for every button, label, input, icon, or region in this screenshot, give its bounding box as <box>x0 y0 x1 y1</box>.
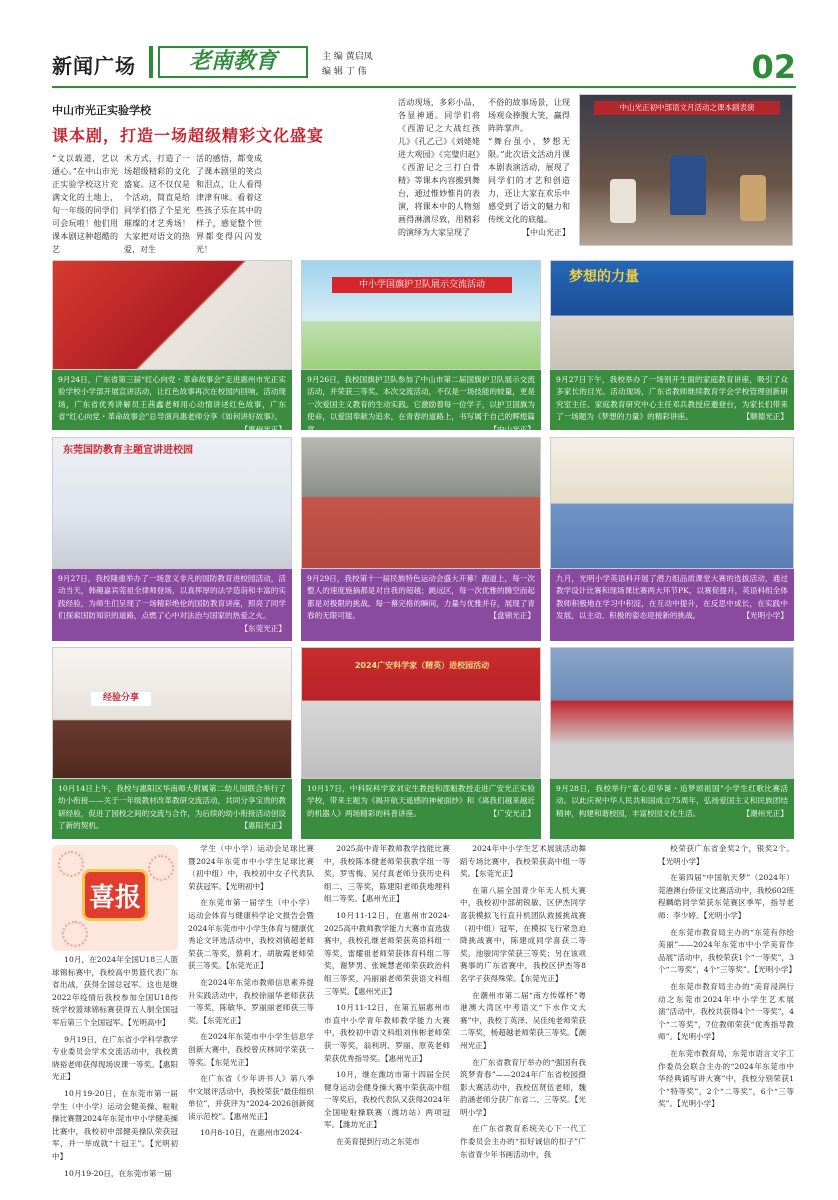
article-headline: 课本剧，打造一场超级精彩文化盛宴 <box>52 126 325 145</box>
caption-source: 【顺德光正】 <box>742 412 788 422</box>
news-column-4 <box>460 843 586 1183</box>
photo-9 <box>550 647 794 779</box>
article-col-4: 活动现场，多彩小品，各显神通。同学们将《西游记之大战红孩儿》《孔乙己》《刘姥姥进大观园》《完璧归赵》《西游记之三打白骨精》等课本内容搬到舞台，通过惟妙惟肖的表演，将课本中的人物刻画得淋漓尽致，用精彩的演绎为大家呈现了 <box>398 98 480 237</box>
photo-7 <box>52 647 292 779</box>
news-item: 在美育提到行动之东莞市 <box>336 1137 420 1147</box>
news-item: 在第四届“中国航天梦”（2024年）莞港澳台侨征文比赛活动中，我校602班程麟皓同学荣获东莞赛区季军，指导老师：李少婷。【光明小学】 <box>658 873 794 920</box>
caption-source: 【光明小学】 <box>742 611 788 621</box>
caption-8 <box>301 779 541 839</box>
news-item: 10月11-12日，在第五届惠州市市直中小学青年教师教学能力大赛中，我校初中语文科组刘伟彬老师荣获一等奖，翁利玥、罗丽、原英老师荣获优秀指导奖。【惠州光正】 <box>324 1003 450 1063</box>
caption-source: 【东莞光正】 <box>240 623 286 633</box>
news-item: 在第八届全国青少年无人机大赛中，我校初中部胡锐敏、区伊杰同学喜获模拟飞行直升机团队救援挑战赛（初中组）冠军，在模拟飞行紧急迫降挑战赛中，陈建成同学喜获二等奖，池骏同学荣获三等奖；另在该项赛事的广东省赛中，我校区伊杰等8名学子获得殊荣。【东莞光正】 <box>460 885 586 983</box>
caption-9 <box>550 779 794 839</box>
article-col-5 <box>488 96 570 246</box>
caption-text: 9月28日，我校举行“童心迎华诞・追梦颂祖国”小学生红歌比赛活动。以此庆祝中华人民共和国成立75周年，弘扬爱国主义和民族团结精神，构建和谐校园，丰富校园文化生活。 <box>556 784 788 818</box>
caption-text: 9月29日，我校第十一届民族特色运动会盛大开幕！跑道上，每一次整人的速度施摘都是对自我的超越；跳远区，每一次优雅的腾空而起都是对极限的挑战。每一幕完格的瞬间，力量与优雅并存，展现了青春的无限可能。 <box>307 574 535 621</box>
caption-text: 九月，光明小学英语科开展了潜力组品质课堂大赛的选拔活动，通过教学设计比赛和现场课比赛两大环节PK，以赛促提升，英语科组全体教师积极地在学习中积淀，在互动中提升，在反思中成长，在实践中发展，以主动、积极的姿态迎接新的挑战。 <box>556 574 788 621</box>
news-item: 在东莞市教育局主办的“美育浸润行动之东莞市2024年中小学生艺术展演”活动中，我校共获得4个“一等奖”，4个“二等奖”，7位教师荣获“优秀指导教师”。【光明小学】 <box>658 981 794 1042</box>
news-item: 校荣获广东省金奖2个，银奖2个。【光明小学】 <box>658 844 794 866</box>
news-item: 在2024年东莞市中小学生信息学创新大赛中，我校曾庆林同学荣获一等奖。【东莞光正】 <box>188 1032 314 1067</box>
title-divider <box>149 46 153 78</box>
news-item: 10月11-12日，在惠州市2024-2025高中教师教学能力大赛市直选拔赛中，我校孔继老师荣获英语科组一等奖，雷耀祖老师荣获体育科组二等奖，谢梦男、张婉慧老师荣获政治科组三等奖，冯丽丽老师荣获语文科组三等奖。【惠州光正】 <box>324 910 450 996</box>
article-col-2: 术方式，打造了一场超级精彩的文化盛宴。这不仅仅是个活动，简直是给同学们搭了个星光璀璨的才艺秀场！大家把对语文的热爱，对生 <box>124 154 190 254</box>
news-item: 2025高中青年教师教学技能比赛中，我校陈本健老师荣获教学组一等奖，罗雪梅、吴付真老师分获历史科组二、三等奖，陈建阳老师获地理科组二等奖。【惠州光正】 <box>324 844 450 904</box>
photo-banner: 东莞国防教育主题宣讲进校园 <box>63 445 193 456</box>
photo-banner: 中小学国旗护卫队展示交流活动 <box>332 277 512 293</box>
news-item: 10月8-10日，在惠州市2024- <box>200 1128 302 1138</box>
caption-7 <box>52 779 292 839</box>
news-item: 在东莞市教育局主办的“东莞有你绘美丽”——2024年东莞市中小学美育作品展”活动中，我校荣获1个“一等奖”，3个“二等奖”，4个“三等奖”。【光明小学】 <box>658 927 797 975</box>
photo-1 <box>52 260 292 370</box>
chief-editor: 主 编 黄启凤 <box>322 52 373 62</box>
caption-3 <box>550 370 794 430</box>
caption-source: 【广安光正】 <box>489 808 535 818</box>
news-item: 10月19-20日，在东莞市第一届学生（中小学）运动会健美操、啦啦操比赛暨2024年东莞市中小学健美操比赛中，我校初中部健美操队荣获冠军，并一举成就“十冠王”。【光明初中】 <box>52 1088 178 1161</box>
news-item: 2024年中小学生艺术展演活动舞蹈专场比赛中，我校荣获高中组一等奖。【东莞光正】 <box>460 844 586 879</box>
news-column-3 <box>324 843 450 1183</box>
caption-6 <box>550 569 794 641</box>
photo-2 <box>301 260 541 370</box>
photo-8 <box>301 647 541 779</box>
caption-text: 9月27日下午，我校举办了一场别开生面的家庭教育讲座，吸引了众多家长的目光。活动现场，广东省教师继续教育学会学校管理创新研究室主任、家庭教育研究中心主任邓兵教授应邀登台，为家长们带来了一场题为《梦想的力量》的精彩讲座。 <box>556 375 788 422</box>
news-item: 在潮州市第二届“南方传媒杯”粤港澳大湾区中考语文“下水作文大赛”中，我校丁英泽、吴佳纯老师荣获二等奖，杨超越老师荣获三等奖。【潮州光正】 <box>460 990 586 1050</box>
caption-1 <box>52 370 292 434</box>
caption-source: 【惠州光正】 <box>240 424 286 434</box>
article-source: 【中山光正】 <box>522 228 570 237</box>
caption-text: 9月27日，我校隆重举办了一场意义非凡的国防教育进校园活动，活动当天，韩趣嘉宾莞祖全律师登场，以真挥厚的法学造诣和丰富的实践经验，为师生们呈现了一场精彩绝伦的国防教育讲座，照亮了同学们探索国防知识的道路，点燃了心中对法治与国家的热爱之火。 <box>58 574 286 621</box>
news-item: 9月19日，在广东省小学科学教学专业委员会学术交流活动中，我校黄晓裕老师获得现场说课一等奖。【惠阳光正】 <box>52 1034 178 1082</box>
caption-source: 【惠阳光正】 <box>240 821 286 831</box>
article-col-5b: “舞台虽小，梦想无限。”此次语文活动月课本剧表演活动，展现了同学们的才艺和创造力，还让大家在欢乐中感受到了语文的魅力和传统文化的底蕴。 <box>488 137 570 224</box>
firework-icon <box>58 851 84 877</box>
news-item: 10月，继在潍坊市第十四届全民健身运动会健身操大赛中荣获高中组一等奖后，我校代表队又获得2024年全国啦啦操联赛（潍坊站）两项冠军。【潍坊光正】 <box>324 1070 450 1130</box>
photo-6 <box>550 437 794 569</box>
photo-banner: 梦想的力量 <box>569 269 639 285</box>
section-title: 新闻广场 <box>52 54 136 78</box>
article-col-3: 活的感悟，都变成了课本剧里的笑点和泪点，让人看得津津有味。看着这些孩子乐在其中的样子，感觉整个世界都变得闪闪发光！ <box>196 154 262 254</box>
article-col-1: “文以载道，艺以通心。”在中山市光正实验学校这片充满文化的土地上，旬一年级的同学们可会玩啦！他们用课本剧这种超酷的艺 <box>52 154 118 254</box>
caption-text: 9月24日，广东省第三届“红心向党・革命故事会”走进惠州市光正实验学校小学部开展宣讲活动，让红色故事再次在校园内回响。活动现场，广东省优秀讲解员王茜鑫老师用心动情讲述红色故事，广东省“红心向党・革命故事会”总导演肖惠老师分享《如何讲好故事》。 <box>58 375 286 422</box>
caption-text: 10月14日上午，我校与惠阳区华南师大附属第二幼儿园联合举行了幼小衔接——关于一年级教材改革教研交流活动，共同分享宝贵的教研经验，促进了园校之间的交流与合作，为后续的幼小衔接活动创设了新的契机。 <box>58 784 286 831</box>
news-item: 在广东省《少年讲书人》第八季中文展评活动中，我校荣获“最佳组织单位”，并获评为“2024-2026创新阅读示范校”。【惠州光正】 <box>188 1074 314 1121</box>
article-photo <box>579 94 793 246</box>
news-item: 10月，在2024年全国U18三人篮球锦标赛中，我校高中男篮代表广东省出战，获得全国总冠军。这也是继2022年疫情后我校参加全国U18传统学校篮球锦标赛获得五人制全国冠军后第三个全国冠军。【光明高中】 <box>52 955 178 1027</box>
caption-2 <box>301 370 541 434</box>
performer-figure <box>670 155 706 215</box>
caption-source: 【潮州光正】 <box>742 808 788 818</box>
firework-icon <box>148 855 174 881</box>
news-item: 在广东省教育系统关心下一代工作委员会主办的“扣好诚信的扣子”广东省青少年书画活动中，我 <box>460 1124 586 1159</box>
photo-banner: 2024广安科学家（精英）进校园活动 <box>354 661 490 670</box>
photo-4 <box>52 437 292 569</box>
caption-4 <box>52 569 292 641</box>
news-item: 学生（中小学）运动会足球比赛暨2024年东莞市中小学生足球比赛（初中组）中，我校初中女子代表队荣获冠军。【光明初中】 <box>188 844 314 891</box>
caption-text: 10月17日，中科院科学家刘定生教授和邵魁教授走进广安光正实验学校，带来主题为《揭开航天遥感的神秘面纱》和《离我们越来越近的机器人》两场精彩的科普讲座。 <box>307 784 535 818</box>
performer-figure <box>610 179 636 223</box>
article-col-5a: 不俗的故事场景，让现场观众捧腹大笑，赢得阵阵掌声。 <box>488 98 570 133</box>
photo-5 <box>301 437 541 569</box>
news-item: 在广东省教育厅举办的“强国有我 筑梦青春”——2024年广东省校园摄影大赛活动中，我校伍贤伍老师，魏韵涵老师分获广东省二、三等奖。【光明小学】 <box>460 1057 586 1117</box>
performer-figure <box>740 175 766 221</box>
page-number: 02 <box>751 48 796 86</box>
xibao-title: 喜报 <box>82 869 148 921</box>
news-column-5 <box>596 843 797 1183</box>
caption-source: 【中山光正】 <box>489 424 535 434</box>
caption-source: 【盘锦光正】 <box>489 611 535 621</box>
firework-icon <box>62 921 88 947</box>
news-item: 在东莞市第一届学生（中小学）运动会体育与健康科学论文报告会暨2024年东莞市中小学生体育与健康优秀论文评选活动中，我校刘镇超老师荣获二等奖，蔡莉才、胡敏霞老师荣获三等奖。【东莞光正】 <box>188 898 314 971</box>
editor-block <box>322 50 373 80</box>
newspaper-logo: 老南教育 <box>158 46 308 78</box>
news-item: 10月19-20日，在东莞市第一届 <box>64 1168 172 1178</box>
news-column-2 <box>188 843 314 1183</box>
photo-3 <box>550 260 794 370</box>
photo-banner: 经验分享 <box>91 692 151 706</box>
news-item: 在东莞市教育局，东莞市语言文字工作委员会联合主办的“2024年东莞市中华经典诵写讲大赛”中，我校分别荣获1个“特等奖”，2个“二等奖”，6个“三等奖”。【光明小学】 <box>658 1048 794 1109</box>
photo-banner: 中山光正初中部语文月活动之课本剧表演 <box>594 101 780 115</box>
article-col-3b <box>268 152 334 238</box>
news-column-1 <box>52 954 178 1184</box>
caption-5 <box>301 569 541 641</box>
article-school: 中山市光正实验学校 <box>52 104 151 117</box>
editor: 编 辑 丁 伟 <box>322 67 367 77</box>
caption-text: 9月26日，我校国旗护卫队参加了中山市第二届国旗护卫队展示交流活动，并荣获三等奖。本次交流活动，不仅是一场技能的较量，更是一次爱国主义教育的生动实践。它激励着每一位学子，以护卫国旗为使命，以爱国奉献为追求，在青春的道路上，书写属于自己的辉煌篇章。 <box>307 375 535 434</box>
news-item: 在2024年东莞市教师信息素养提升实践活动中，我校徐丽华老师获获一等奖，陈敏华、罗丽丽老师获三等奖。【东莞光正】 <box>188 977 314 1025</box>
page-header <box>52 40 802 84</box>
header-rule <box>52 86 796 88</box>
xibao-graphic <box>52 845 178 951</box>
